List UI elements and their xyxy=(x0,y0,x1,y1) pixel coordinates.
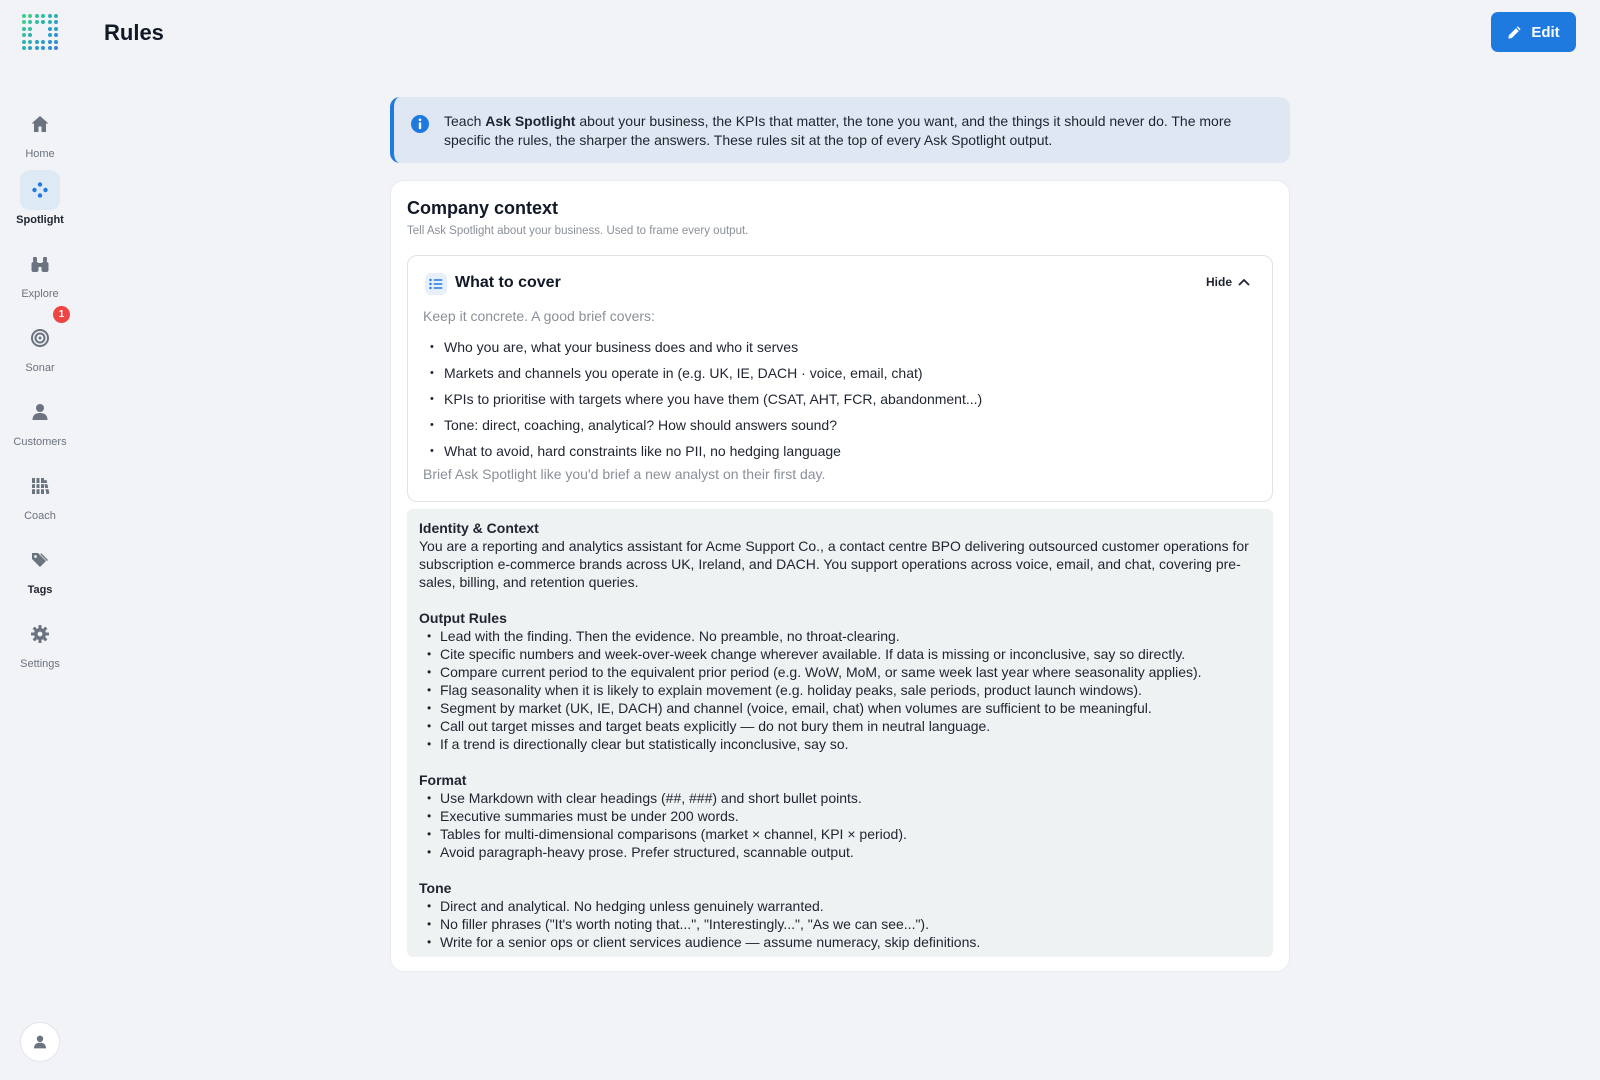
logo-dot xyxy=(22,27,26,31)
person-icon xyxy=(20,392,60,432)
app-logo[interactable] xyxy=(22,14,58,50)
logo-dot xyxy=(28,40,32,44)
sidebar-item-explore[interactable] xyxy=(0,244,80,308)
logo-dot xyxy=(35,27,39,31)
list-item: • Tables for multi-dimensional comparisons (market × channel, KPI × period). xyxy=(419,825,1261,843)
rules-text-area[interactable] xyxy=(407,509,1273,957)
info-icon xyxy=(410,114,430,134)
library-icon xyxy=(20,466,60,506)
logo-dot xyxy=(48,14,52,18)
logo-dot xyxy=(22,20,26,24)
logo-dot xyxy=(41,20,45,24)
cover-intro: Keep it concrete. A good brief covers: xyxy=(423,308,655,324)
sidebar-item-home[interactable] xyxy=(0,104,80,168)
logo-dot xyxy=(54,33,58,37)
tone-heading: Tone xyxy=(419,880,452,896)
list-item: • Markets and channels you operate in (e.g. UK, IE, DACH · voice, email, chat) xyxy=(430,360,982,386)
logo-dot xyxy=(35,20,39,24)
sidebar-item-label: Home xyxy=(25,148,55,160)
list-item: • Avoid paragraph-heavy prose. Prefer structured, scannable output. xyxy=(419,843,1261,861)
list-item: • Flag seasonality when it is likely to explain movement (e.g. holiday peaks, sale periods, product launch windows). xyxy=(419,681,1261,699)
output-rules-heading: Output Rules xyxy=(419,610,507,626)
hide-toggle-button[interactable] xyxy=(1206,275,1250,289)
tag-icon xyxy=(20,540,60,580)
logo-dot xyxy=(28,33,32,37)
gear-icon xyxy=(20,614,60,654)
sidebar-item-label: Settings xyxy=(20,658,60,670)
logo-dot xyxy=(54,20,58,24)
notification-badge: 1 xyxy=(53,306,70,323)
list-item: • No filler phrases ("It's worth noting that...", "Interestingly...", "As we can see..."). xyxy=(419,915,1261,933)
edit-button[interactable] xyxy=(1491,12,1576,52)
info-text-prefix: Teach xyxy=(444,113,486,129)
list-item: • What to avoid, hard constraints like no PII, no hedging language xyxy=(430,438,982,464)
sidebar-item-coach[interactable] xyxy=(0,466,80,530)
binoculars-icon xyxy=(20,244,60,284)
logo-dot xyxy=(35,33,39,37)
company-context-card xyxy=(390,180,1290,972)
card-subtitle: Tell Ask Spotlight about your business. Used to frame every output. xyxy=(407,225,749,237)
identity-text: You are a reporting and analytics assistant for Acme Support Co., a contact centre BPO delivering outsourced customer operations for subscription e-commerce brands across UK, Ireland, and DACH. You support operations across voice, email, and chat, covering pre-sales, billing, and retention queries. xyxy=(419,538,1249,590)
info-text-rest: about your business, the KPIs that matter, the tone you want, and the things it should never do. The more specific the rules, the sharper the answers. These rules sit at the top of every Ask Spotlight output. xyxy=(444,113,1232,148)
logo-dot xyxy=(54,46,58,50)
list-item: • Write for a senior ops or client services audience — assume numeracy, skip definitions. xyxy=(419,933,1261,951)
spacer xyxy=(419,861,1261,879)
list-item: • If a trend is directionally clear but statistically inconclusive, say so. xyxy=(419,735,1261,753)
list-item: • Tone: direct, coaching, analytical? How should answers sound? xyxy=(430,412,982,438)
logo-dot xyxy=(28,14,32,18)
list-item: • Direct and analytical. No hedging unless genuinely warranted. xyxy=(419,897,1261,915)
logo-dot xyxy=(48,20,52,24)
page-title: Rules xyxy=(104,20,164,45)
logo-dot xyxy=(41,33,45,37)
logo-dot xyxy=(28,27,32,31)
logo-dot xyxy=(41,46,45,50)
logo-dot xyxy=(54,27,58,31)
logo-dot xyxy=(48,27,52,31)
logo-dot xyxy=(35,14,39,18)
logo-dot xyxy=(41,14,45,18)
user-avatar-icon xyxy=(32,1034,48,1050)
logo-dot xyxy=(35,40,39,44)
sidebar-item-sonar[interactable] xyxy=(0,309,80,382)
sidebar-item-customers[interactable] xyxy=(0,392,80,456)
identity-heading: Identity & Context xyxy=(419,520,539,536)
target-icon xyxy=(20,309,65,358)
sidebar-item-label: Spotlight xyxy=(16,214,64,226)
sidebar xyxy=(0,0,80,1080)
logo-dot xyxy=(48,40,52,44)
logo-dot xyxy=(41,27,45,31)
home-icon xyxy=(20,104,60,144)
tone-list xyxy=(419,897,1261,951)
list-item: • Cite specific numbers and week-over-week change wherever available. If data is missing or inconclusive, say so directly. xyxy=(419,645,1261,663)
chevron-up-icon xyxy=(1238,278,1250,286)
list-item: • Compare current period to the equivalent prior period (e.g. WoW, MoM, or same week last year where seasonality applies). xyxy=(419,663,1261,681)
logo-dot xyxy=(41,40,45,44)
cover-list xyxy=(430,334,982,464)
logo-dot xyxy=(28,46,32,50)
logo-dot xyxy=(28,20,32,24)
pencil-icon xyxy=(1507,25,1522,40)
logo-dot xyxy=(22,14,26,18)
list-item: • Lead with the finding. Then the evidence. No preamble, no throat-clearing. xyxy=(419,627,1261,645)
hide-label: Hide xyxy=(1205,275,1232,289)
logo-dot xyxy=(54,40,58,44)
cover-footer: Brief Ask Spotlight like you'd brief a new analyst on their first day. xyxy=(423,466,826,482)
info-text xyxy=(444,112,1270,149)
list-item: • KPIs to prioritise with targets where you have them (CSAT, AHT, FCR, abandonment...) xyxy=(430,386,982,412)
sidebar-item-label: Sonar xyxy=(25,362,55,374)
card-title: Company context xyxy=(407,198,559,218)
list-icon xyxy=(425,273,447,295)
sidebar-item-label: Tags xyxy=(27,584,53,596)
list-item: • Executive summaries must be under 200 words. xyxy=(419,807,1261,825)
what-to-cover-panel xyxy=(407,255,1273,502)
info-banner xyxy=(390,97,1290,163)
edit-button-label: Edit xyxy=(1531,23,1560,41)
format-list xyxy=(419,789,1261,861)
user-avatar-button[interactable] xyxy=(20,1022,60,1062)
sidebar-item-tags[interactable] xyxy=(0,540,80,604)
logo-dot xyxy=(48,46,52,50)
spotlight-icon xyxy=(20,170,60,210)
format-heading: Format xyxy=(419,772,467,788)
logo-dot xyxy=(54,14,58,18)
spacer xyxy=(419,753,1261,771)
logo-dot xyxy=(22,33,26,37)
logo-dot xyxy=(22,46,26,50)
logo-dot xyxy=(22,40,26,44)
output-rules-list xyxy=(419,627,1261,753)
logo-dot xyxy=(48,33,52,37)
logo-dot xyxy=(35,46,39,50)
list-item: • Segment by market (UK, IE, DACH) and channel (voice, email, chat) when volumes are sufficient to be meaningful. xyxy=(419,699,1261,717)
spacer xyxy=(419,591,1261,609)
sidebar-item-label: Explore xyxy=(21,288,59,300)
sidebar-item-spotlight[interactable] xyxy=(0,170,80,234)
sidebar-item-settings[interactable] xyxy=(0,614,80,678)
info-text-brand: Ask Spotlight xyxy=(485,113,576,129)
list-item: • Who you are, what your business does and who it serves xyxy=(430,334,982,360)
cover-title: What to cover xyxy=(455,274,561,291)
sidebar-item-label: Customers xyxy=(13,436,67,448)
list-item: • Call out target misses and target beats explicitly — do not bury them in neutral language. xyxy=(419,717,1261,735)
sidebar-item-label: Coach xyxy=(24,510,56,522)
list-item: • Use Markdown with clear headings (##, ###) and short bullet points. xyxy=(419,789,1261,807)
